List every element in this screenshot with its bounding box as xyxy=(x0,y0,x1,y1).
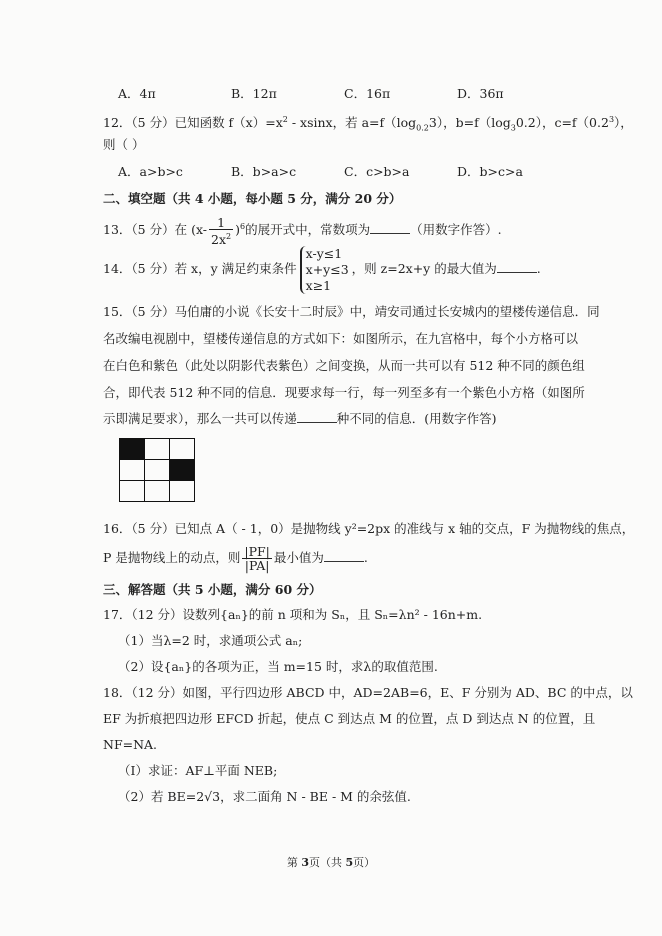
q18-part2: （2）若 BE=2√3，求二面角 N - BE - M 的余弦值. xyxy=(118,789,411,804)
q12-option-b: B．b>a>c xyxy=(231,164,297,179)
q12-option-a: A．a>b>c xyxy=(118,164,183,179)
grid-cell-dark xyxy=(120,439,145,460)
q16-fraction: $\frac{|PF|}{|PA|}$ xyxy=(244,544,270,573)
q14: 14．（5 分）若 x，y 满足约束条件 x-y≤1 x+y≤3 x≥1 ，则 z=2x+y 的最大值为 . xyxy=(103,245,541,293)
grid-cell xyxy=(145,481,170,502)
q12-option-c: C．c>b>a xyxy=(344,164,410,179)
q18-line3: NF=NA. xyxy=(103,737,158,752)
q15-line1: 15．（5 分）马伯庸的小说《长安十二时辰》中，靖安司通过长安城内的望楼传递信息．同 xyxy=(103,304,600,319)
q13-answer-blank xyxy=(370,221,410,234)
q16-line2: P 是抛物线上的动点，则 $\frac{|PF|}{|PA|}$ 最小值为 . xyxy=(103,544,368,573)
q16-line1: 16．（5 分）已知点 A（ - 1，0）是抛物线 y²=2px 的准线与 x 轴的交点，F 为抛物线的焦点， xyxy=(103,521,635,536)
grid-cell xyxy=(145,439,170,460)
q17-part2: （2）设{aₙ}的各项为正，当 m=15 时，求λ的取值范围. xyxy=(118,659,438,674)
grid-cell xyxy=(170,439,195,460)
q18-line2: EF 为折痕把四边形 EFCD 折起，使点 C 到达点 M 的位置，点 D 到达点 N 的位置，且 xyxy=(103,711,596,726)
q15-answer-blank xyxy=(297,410,337,423)
q12-option-d: D．b>c>a xyxy=(457,164,523,179)
q15-line2: 名改编电视剧中，望楼传递信息的方式如下：如图所示，在九宫格中，每个小方格可以 xyxy=(103,331,579,346)
page-footer: 第 3页（共 5页） xyxy=(286,856,376,869)
q18-part1: （Ⅰ）求证：AF⊥平面 NEB; xyxy=(118,763,278,778)
grid-cell xyxy=(170,481,195,502)
q14-constraint-system: x-y≤1 x+y≤3 x≥1 xyxy=(300,246,349,294)
grid-cell xyxy=(120,460,145,481)
section-3-title: 三、解答题（共 5 小题，满分 60 分） xyxy=(103,582,322,597)
q17-part1: （1）当λ=2 时，求通项公式 aₙ; xyxy=(118,633,303,648)
q18-line1: 18．（12 分）如图，平行四边形 ABCD 中，AD=2AB=6，E、F 分别为 AD、BC 的中点，以 xyxy=(103,685,633,700)
grid-cell xyxy=(120,481,145,502)
q14-answer-blank xyxy=(497,260,537,273)
q11-option-c: C．16π xyxy=(344,86,391,101)
grid-cell-dark xyxy=(170,460,195,481)
q13: 13．（5 分）在 (x- $\frac{1}{2x^2}$ )$^6$的展开式中，常数项为 （用数字作答）. xyxy=(103,214,502,247)
q15-line3: 在白色和紫色（此处以阴影代表紫色）之间变换，从而一共可以有 512 种不同的颜色组 xyxy=(103,358,585,373)
q11-option-b: B．12π xyxy=(231,86,277,101)
q15-line5: 示即满足要求），那么一共可以传递 种不同的信息．(用数字作答) xyxy=(103,411,497,426)
q13-fraction: $\frac{1}{2x^2}$ xyxy=(211,214,232,247)
q17-line1: 17．（12 分）设数列{aₙ}的前 n 项和为 Sₙ，且 Sₙ=λn² - 16n+m. xyxy=(103,607,483,622)
nine-grid-figure xyxy=(119,438,195,502)
q16-answer-blank xyxy=(324,549,364,562)
q12-stem-line2: 则（ ） xyxy=(103,137,145,152)
section-2-title: 二、填空题（共 4 小题，每小题 5 分，满分 20 分） xyxy=(103,191,402,206)
q11-option-d: D．36π xyxy=(457,86,504,101)
q15-line4: 合，即代表 512 种不同的信息．现要求每一行，每一列至多有一个紫色小方格（如图所 xyxy=(103,385,585,400)
q12-stem: 12．（5 分）已知函数 $f(x)=x^2 - xsinx$，若 $a=f(\log_{0.2}3)$，$b=f(\log_30.2)$，$c=f(0.2^3)$， xyxy=(103,115,633,133)
grid-cell xyxy=(145,460,170,481)
q11-option-a: A．4π xyxy=(118,86,156,101)
